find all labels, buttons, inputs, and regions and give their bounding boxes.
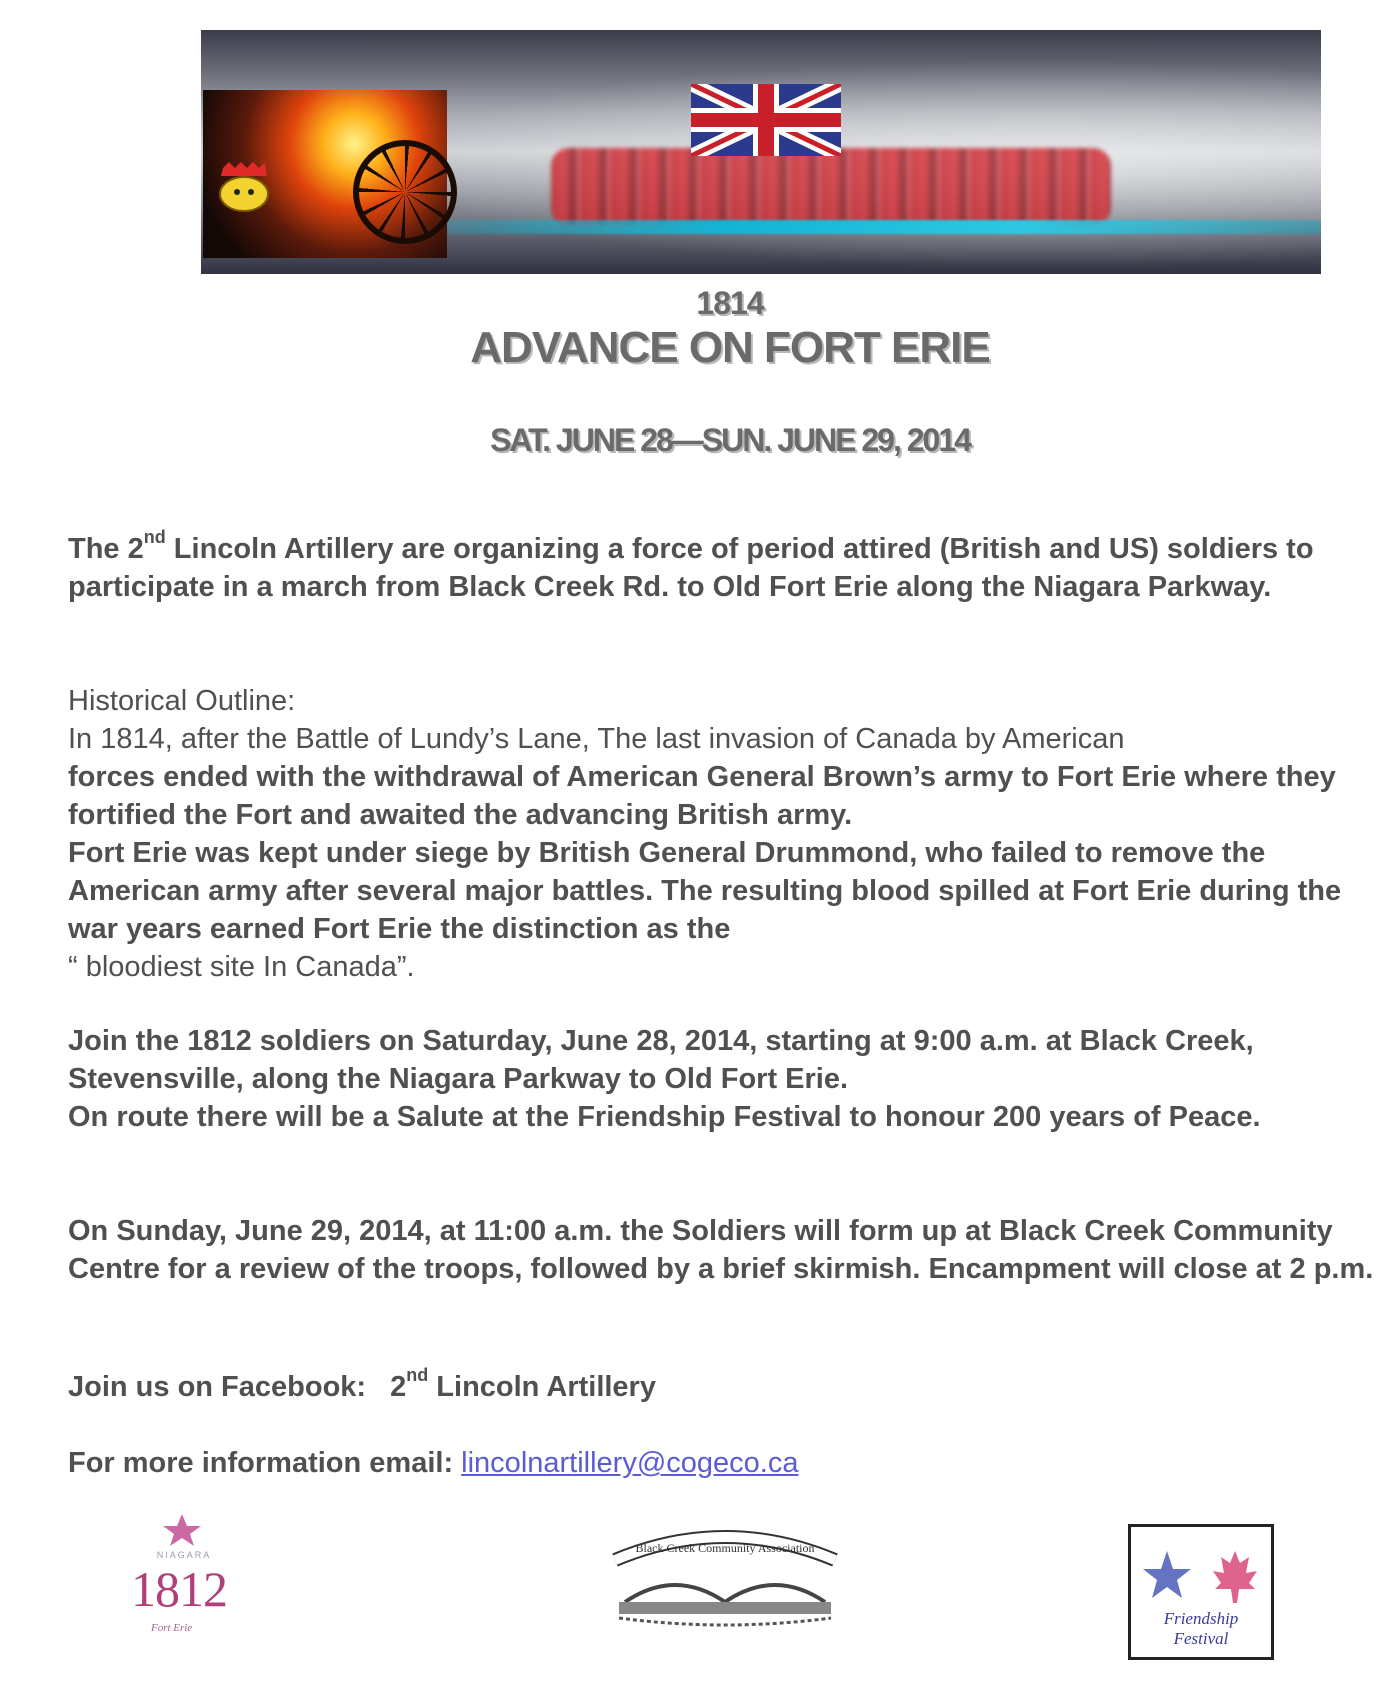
email-label: For more information email: [68,1447,454,1479]
bicentennial-label: NIAGARA [156,1550,212,1560]
history-body-2: Fort Erie was kept under siege by British General Drummond, who failed to remove the American army after several major battles. The resulting blood spilled at Fort Erie during the war years earned Fort Erie the distinction as the [68,837,1342,945]
bicentennial-subtitle: Fort Erie [151,1622,193,1634]
banner-waterline [421,220,1321,234]
bicentennial-number: 1812 [131,1561,227,1617]
saturday-line-2: On route there will be a Salute at the Friendship Festival to honour 200 years of Peace. [68,1101,1261,1133]
saturday-paragraph [68,1022,1388,1136]
banner-image [201,30,1321,274]
facebook-page-name [390,1365,656,1403]
union-flag-icon [691,84,841,156]
artillery-crest-icon [215,162,273,214]
intro-text-start: The 2 [68,533,144,565]
star-icon [157,1512,207,1546]
event-title: ADVANCE ON FORT ERIE [470,323,990,372]
intro-text-rest: Lincoln Artillery are organizing a force of period attired (British and US) soldiers to participate in a march from Black Creek Rd. to Old Fort Erie along the Niagara Parkway. [68,533,1314,603]
cannon-wheel-icon [353,140,457,244]
history-line-1: In 1814, after the Battle of Lundy’s Lane, The last invasion of Canada by American [68,723,1125,755]
event-dates: SAT. JUNE 28—SUN. JUNE 29, 2014 [490,422,970,458]
troops-line [551,148,1111,226]
email-line [68,1444,1388,1482]
event-year: 1814 [696,285,764,321]
cannon-fire-image [203,90,447,258]
history-quote: “ bloodiest site In Canada”. [68,951,415,983]
facebook-name-rest: Lincoln Artillery [428,1371,656,1403]
intro-superscript: nd [143,527,166,548]
friendship-festival-script: Friendship Festival [1163,1609,1239,1648]
facebook-line [68,1365,1388,1406]
community-logo-text: Black Creek Community Association [635,1541,815,1555]
bicentennial-1812-logo [105,1512,255,1632]
facebook-name-start: 2 [390,1371,407,1403]
saturday-line-1: Join the 1812 soldiers on Saturday, June 28, 2014, starting at 9:00 a.m. at Black Creek, Stevensville, along the Niagara Parkway to Old Fort Erie. [68,1025,1254,1095]
email-link[interactable]: lincolnartillery@cogeco.ca [461,1447,799,1479]
friendship-festival-logo [1128,1524,1274,1660]
facebook-label: Join us on Facebook: [68,1371,367,1403]
intro-paragraph [68,527,1388,606]
historical-outline [68,682,1388,986]
community-bridge-icon [595,1520,855,1630]
sunday-paragraph [68,1212,1388,1288]
star-and-maple-leaf-icon [1141,1547,1261,1611]
history-heading: Historical Outline: [68,685,296,717]
history-body: forces ended with the withdrawal of American General Brown’s army to Fort Erie where they fortified the Fort and awaited the advancing British army. [68,761,1336,831]
facebook-name-superscript: nd [406,1365,429,1386]
sunday-text: On Sunday, June 29, 2014, at 11:00 a.m. the Soldiers will form up at Black Creek Community Centre for a review of the troops, followed by a brief skirmish. Encampment will close at 2 p.m. [68,1215,1374,1285]
community-association-logo [595,1520,855,1630]
